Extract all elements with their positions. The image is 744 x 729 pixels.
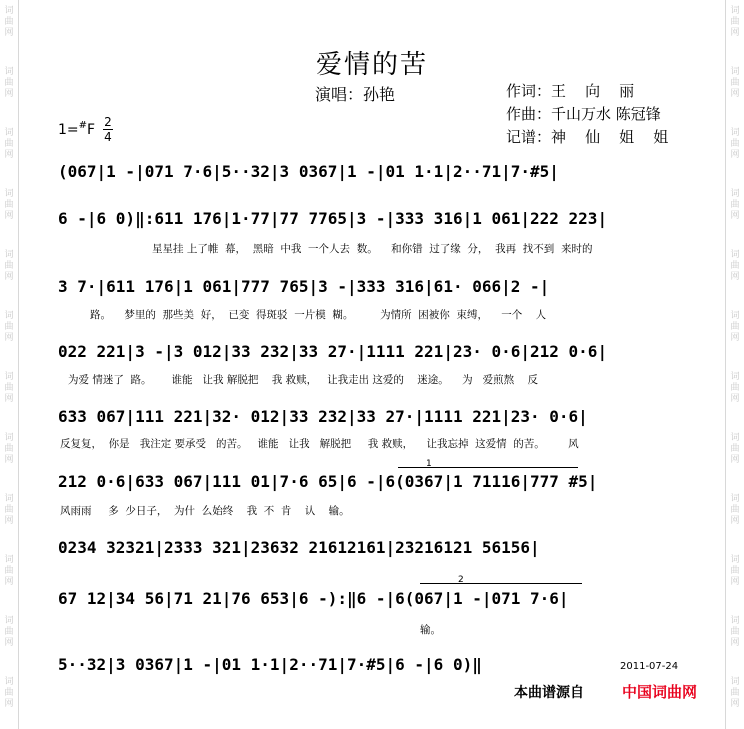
watermark-char: 词 [4, 128, 14, 138]
lyricist-credit: 作词：王 向 丽 [506, 82, 635, 100]
watermark-char: 词 [4, 433, 14, 443]
watermark-char: 网 [730, 333, 740, 343]
watermark-group [726, 494, 744, 527]
watermark-char: 曲 [4, 322, 14, 332]
watermark-char: 曲 [730, 444, 740, 454]
watermark-char: 网 [4, 333, 14, 343]
right-watermark-strip [725, 0, 744, 729]
watermark-char: 曲 [4, 261, 14, 271]
watermark-char: 词 [730, 616, 740, 626]
watermark-char: 曲 [730, 200, 740, 210]
lyric-line-5: 反复复， 你是 我注定 要承受 的苦。 谁能 让我 解脱把 我 救赎， 让我忘掉 这爱情 的苦。 风 [60, 438, 579, 450]
watermark-char: 网 [4, 699, 14, 709]
watermark-char: 网 [4, 394, 14, 404]
watermark-group [0, 494, 18, 527]
watermark-char: 网 [4, 455, 14, 465]
watermark-group [0, 372, 18, 405]
score-line-1: (067|1 -|071 7·6|5··32|3 0367|1 -|01 1·1|2··71|7·#5| [58, 162, 559, 181]
watermark-char: 词 [4, 311, 14, 321]
watermark-char: 网 [4, 150, 14, 160]
score-line-5: 633 067|111 221|32· 012|33 232|33 27·|1111 221|23· 0·6| [58, 407, 588, 426]
watermark-group [0, 128, 18, 161]
watermark-char: 词 [730, 250, 740, 260]
watermark-char: 曲 [4, 383, 14, 393]
watermark-group [726, 555, 744, 588]
watermark-char: 网 [730, 455, 740, 465]
watermark-char: 曲 [4, 444, 14, 454]
watermark-char: 词 [4, 677, 14, 687]
lyric-line-8: 输。 [420, 624, 441, 636]
watermark-char: 网 [730, 394, 740, 404]
watermark-char: 词 [730, 6, 740, 16]
key-signature: 1=#F [58, 120, 96, 138]
watermark-char: 网 [730, 272, 740, 282]
volta-1-bracket [398, 467, 578, 468]
lyric-line-3: 路。 梦里的 那些美 好， 已变 得斑驳 一片模 糊。 为情所 困被你 束缚， 一个 人 [90, 309, 547, 321]
watermark-char: 词 [4, 494, 14, 504]
watermark-char: 词 [730, 555, 740, 565]
watermark-char: 词 [730, 189, 740, 199]
watermark-char: 曲 [730, 17, 740, 27]
volta-2-number: 2 [458, 575, 464, 585]
watermark-char: 曲 [4, 627, 14, 637]
score-line-2: 6 -|6 0)‖:611 176|1·77|77 7765|3 -|333 316|1 061|222 223| [58, 209, 608, 228]
watermark-group [0, 555, 18, 588]
lyric-line-2: 星星挂 上了帷 幕， 黑暗 中我 一个人去 数。 和你错 过了缘 分， 我再 找不到 来时的 [152, 243, 593, 255]
time-signature [103, 116, 113, 143]
watermark-char: 词 [730, 677, 740, 687]
score-line-4: 022 221|3 -|3 012|33 232|33 27·|1111 221|23· 0·6|212 0·6| [58, 342, 608, 361]
watermark-group [0, 250, 18, 283]
watermark-char: 网 [730, 211, 740, 221]
watermark-char: 词 [4, 250, 14, 260]
watermark-char: 网 [730, 89, 740, 99]
watermark-char: 网 [730, 516, 740, 526]
watermark-char: 网 [4, 272, 14, 282]
watermark-char: 网 [4, 516, 14, 526]
watermark-group [0, 433, 18, 466]
watermark-char: 网 [730, 699, 740, 709]
watermark-char: 网 [4, 638, 14, 648]
score-line-7: 0234 32321|2333 321|23632 21612161|23216121 56156| [58, 538, 540, 557]
watermark-char: 曲 [4, 200, 14, 210]
volta-2-bracket [420, 583, 582, 584]
watermark-char: 曲 [730, 78, 740, 88]
time-signature-top: 2 [104, 115, 112, 129]
watermark-char: 曲 [4, 688, 14, 698]
watermark-group [726, 677, 744, 710]
watermark-char: 词 [4, 67, 14, 77]
singer-credit: 演唱：孙艳 [315, 85, 396, 104]
watermark-char: 网 [4, 89, 14, 99]
watermark-char: 网 [4, 28, 14, 38]
watermark-group [726, 433, 744, 466]
time-signature-bottom: 4 [104, 130, 112, 144]
composer-credit: 作曲：千山万水 陈冠锋 [506, 105, 661, 123]
watermark-char: 曲 [730, 383, 740, 393]
watermark-group [726, 372, 744, 405]
watermark-char: 曲 [4, 17, 14, 27]
watermark-char: 网 [730, 28, 740, 38]
watermark-char: 曲 [4, 566, 14, 576]
left-watermark-strip [0, 0, 19, 729]
watermark-char: 词 [4, 189, 14, 199]
watermark-group [0, 189, 18, 222]
watermark-char: 词 [730, 311, 740, 321]
score-line-8: 67 12|34 56|71 21|76 653|6 -):‖6 -|6(067|1 -|071 7·6| [58, 589, 569, 608]
watermark-char: 曲 [4, 78, 14, 88]
watermark-group [726, 128, 744, 161]
watermark-char: 词 [730, 433, 740, 443]
date-stamp: 2011-07-24 [620, 661, 679, 672]
watermark-char: 网 [4, 211, 14, 221]
watermark-char: 词 [730, 372, 740, 382]
watermark-char: 曲 [730, 688, 740, 698]
watermark-char: 网 [4, 577, 14, 587]
song-title: 爱情的苦 [315, 50, 428, 80]
lyric-line-6: 风雨雨 多 少日子， 为什 么始终 我 不 肯 认 输。 [60, 505, 350, 517]
watermark-char: 词 [730, 128, 740, 138]
watermark-char: 曲 [730, 261, 740, 271]
watermark-group [0, 311, 18, 344]
watermark-char: 网 [730, 638, 740, 648]
watermark-group [726, 616, 744, 649]
lyric-line-4: 为爱 情迷了 路。 谁能 让我 解脱把 我 救赎， 让我走出 这爱的 迷途。 为 爱煎熬 反 [68, 374, 538, 386]
score-line-6: 212 0·6|633 067|111 01|7·6 65|6 -|6(0367|1 71116|777 #5| [58, 472, 598, 491]
watermark-char: 词 [4, 372, 14, 382]
watermark-char: 网 [730, 577, 740, 587]
volta-1-number: 1 [426, 459, 432, 469]
watermark-group [726, 6, 744, 39]
transcriber-credit: 记谱：神 仙 姐 姐 [506, 128, 669, 146]
watermark-char: 词 [730, 494, 740, 504]
watermark-char: 曲 [730, 505, 740, 515]
watermark-char: 曲 [4, 505, 14, 515]
source-label: 本曲谱源自 [514, 685, 584, 701]
watermark-char: 词 [4, 6, 14, 16]
watermark-char: 曲 [730, 322, 740, 332]
watermark-char: 曲 [730, 566, 740, 576]
watermark-char: 词 [730, 67, 740, 77]
watermark-group [726, 250, 744, 283]
watermark-group [726, 189, 744, 222]
score-line-9: 5··32|3 0367|1 -|01 1·1|2··71|7·#5|6 -|6 0)‖ [58, 655, 482, 674]
score-line-3: 3 7·|611 176|1 061|777 765|3 -|333 316|61· 066|2 -| [58, 277, 550, 296]
site-name-link[interactable]: 中国词曲网 [622, 683, 698, 701]
sharp-sign: # [78, 120, 88, 131]
watermark-char: 词 [4, 555, 14, 565]
watermark-group [726, 311, 744, 344]
watermark-group [0, 6, 18, 39]
watermark-char: 曲 [730, 139, 740, 149]
watermark-group [0, 616, 18, 649]
watermark-char: 词 [4, 616, 14, 626]
watermark-char: 曲 [730, 627, 740, 637]
watermark-char: 网 [730, 150, 740, 160]
watermark-group [0, 677, 18, 710]
watermark-char: 曲 [4, 139, 14, 149]
